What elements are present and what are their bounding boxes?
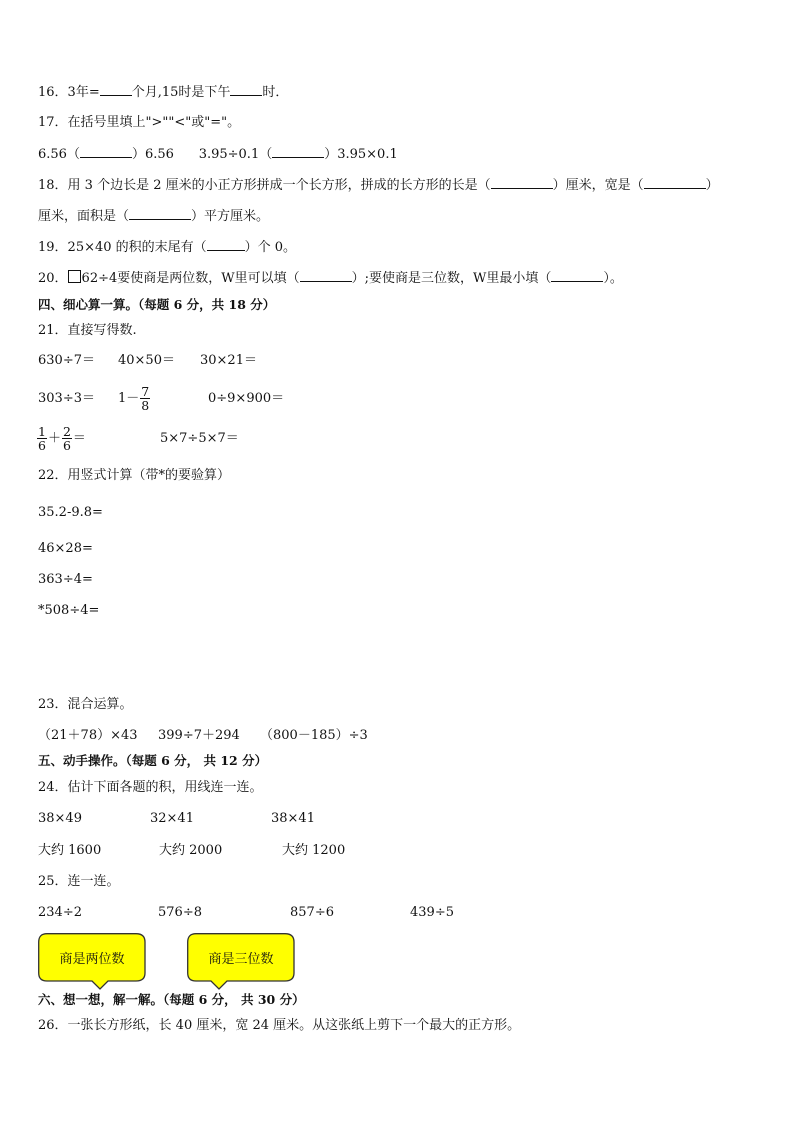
q24-estimate-3[interactable]: 大约 1200 bbox=[282, 843, 346, 858]
q25-item-4[interactable]: 439÷5 bbox=[410, 905, 454, 920]
q25-item-3[interactable]: 857÷6 bbox=[290, 905, 334, 920]
q21-r2-item-2 bbox=[118, 381, 151, 417]
question-18-line1 bbox=[38, 176, 719, 195]
q21-r1-item-1: 630÷7＝ bbox=[38, 353, 95, 368]
equals-sign: ＝ bbox=[72, 431, 86, 446]
callout-label: 商是两位数 bbox=[59, 951, 125, 967]
section-4-heading: 四、细心算一算。（每题 6 分，共 18 分） bbox=[38, 297, 276, 312]
q16-part-b: 个月,15时是下午 bbox=[131, 85, 231, 100]
q20-part-b: 62÷4要使商是两位数，W里可以填（ bbox=[81, 271, 300, 286]
q18-part-e: ）平方厘米。 bbox=[191, 209, 270, 224]
q18-part-a: 18．用 3 个边长是 2 厘米的小正方形拼成一个长方形，拼成的长方形的长是（ bbox=[38, 178, 491, 193]
q21-r2-item-3: 0÷9×900＝ bbox=[208, 391, 285, 406]
q17-right2: ）3.95×0.1 bbox=[324, 147, 398, 162]
section-6-heading: 六、想一想，解一解。（每题 6 分， 共 30 分） bbox=[38, 992, 305, 1007]
q16-blank-hour[interactable] bbox=[230, 83, 262, 96]
q16-part-a: 16．3年= bbox=[38, 85, 100, 100]
q18-blank-length[interactable] bbox=[491, 176, 553, 189]
q17-left2: 3.95÷0.1（ bbox=[198, 147, 273, 162]
question-16 bbox=[38, 83, 288, 102]
section-5-heading: 五、动手操作。（每题 6 分， 共 12 分） bbox=[38, 753, 268, 768]
q20-part-c: ）;要使商是三位数，W里最小填（ bbox=[351, 271, 552, 286]
question-26: 26．一张长方形纸，长 40 厘米，宽 24 厘米。从这张纸上剪下一个最大的正方形。 bbox=[38, 1018, 521, 1033]
question-18-line2 bbox=[38, 207, 269, 226]
q24-estimate-1[interactable]: 大约 1600 bbox=[38, 843, 102, 858]
q21-r3-item-2: 5×7÷5×7＝ bbox=[160, 431, 239, 446]
q21-r1-item-3: 30×21＝ bbox=[200, 353, 257, 368]
question-22-title: 22．用竖式计算（带*的要验算） bbox=[38, 468, 231, 483]
q23-item-1: （21＋78）×43 bbox=[38, 728, 138, 743]
q21-r1-item-2: 40×50＝ bbox=[118, 353, 175, 368]
question-24-title: 24．估计下面各题的积，用线连一连。 bbox=[38, 780, 263, 795]
q23-item-3: （800－185）÷3 bbox=[260, 728, 368, 743]
q18-blank-area[interactable] bbox=[129, 207, 191, 220]
question-21-title: 21．直接写得数. bbox=[38, 323, 137, 338]
question-23-title: 23．混合运算。 bbox=[38, 697, 133, 712]
q21-r3-item-1 bbox=[36, 421, 86, 457]
question-20 bbox=[38, 269, 623, 288]
q25-item-1[interactable]: 234÷2 bbox=[38, 905, 82, 920]
q21-fraction-7-8 bbox=[140, 385, 150, 412]
fraction-numerator: 7 bbox=[141, 384, 150, 399]
q25-callout-three-digit[interactable] bbox=[187, 933, 295, 991]
q18-part-b: ）厘米，宽是（ bbox=[552, 178, 644, 193]
q19-part-b: ）个 0。 bbox=[244, 240, 297, 255]
q20-digit-box[interactable] bbox=[68, 270, 81, 283]
q21-r2-item-1: 303÷3＝ bbox=[38, 391, 95, 406]
question-25-title: 25．连一连。 bbox=[38, 874, 120, 889]
q19-blank[interactable] bbox=[207, 238, 245, 251]
q20-part-a: 20． bbox=[38, 271, 68, 286]
q25-item-2[interactable]: 576÷8 bbox=[158, 905, 202, 920]
q25-callout-two-digit[interactable] bbox=[38, 933, 146, 991]
q18-part-d: 厘米，面积是（ bbox=[38, 209, 130, 224]
q20-blank-1[interactable] bbox=[300, 269, 352, 282]
fraction-numerator: 2 bbox=[62, 424, 71, 439]
q17-left1: 6.56（ bbox=[38, 147, 80, 162]
q17-blank-2[interactable] bbox=[272, 145, 324, 158]
q19-part-a: 19．25×40 的积的末尾有（ bbox=[38, 240, 207, 255]
q21-fraction-2-6 bbox=[62, 425, 72, 452]
q24-product-2[interactable]: 32×41 bbox=[150, 811, 194, 826]
q20-blank-2[interactable] bbox=[551, 269, 603, 282]
fraction-denominator: 8 bbox=[141, 398, 150, 413]
q22-item-1: 35.2-9.8= bbox=[38, 505, 103, 520]
q21-fraction-1-6 bbox=[37, 425, 47, 452]
q22-item-2: 46×28= bbox=[38, 541, 93, 556]
q22-item-4: *508÷4= bbox=[38, 603, 100, 618]
fraction-denominator: 6 bbox=[38, 438, 46, 453]
q24-estimate-2[interactable]: 大约 2000 bbox=[159, 843, 223, 858]
q16-part-c: 时． bbox=[262, 85, 289, 100]
question-19 bbox=[38, 238, 296, 257]
q20-part-d: ）。 bbox=[603, 271, 623, 286]
q17-right1: ）6.56 bbox=[131, 147, 174, 162]
q17-blank-1[interactable] bbox=[80, 145, 132, 158]
q24-product-3[interactable]: 38×41 bbox=[271, 811, 315, 826]
q22-item-3: 363÷4= bbox=[38, 572, 93, 587]
q21-r2-pre: 1－ bbox=[118, 391, 140, 406]
plus-sign: ＋ bbox=[47, 431, 61, 446]
q18-part-c: ） bbox=[705, 178, 719, 193]
q18-blank-width[interactable] bbox=[644, 176, 706, 189]
callout-label: 商是三位数 bbox=[208, 951, 274, 967]
q16-blank-months[interactable] bbox=[100, 83, 132, 96]
q24-product-1[interactable]: 38×49 bbox=[38, 811, 82, 826]
fraction-denominator: 6 bbox=[62, 438, 71, 453]
question-17-title: 17．在括号里填上">""<"或"="。 bbox=[38, 115, 241, 130]
q23-item-2: 399÷7＋294 bbox=[158, 728, 240, 743]
question-17-row bbox=[38, 145, 398, 164]
fraction-numerator: 1 bbox=[38, 424, 46, 439]
